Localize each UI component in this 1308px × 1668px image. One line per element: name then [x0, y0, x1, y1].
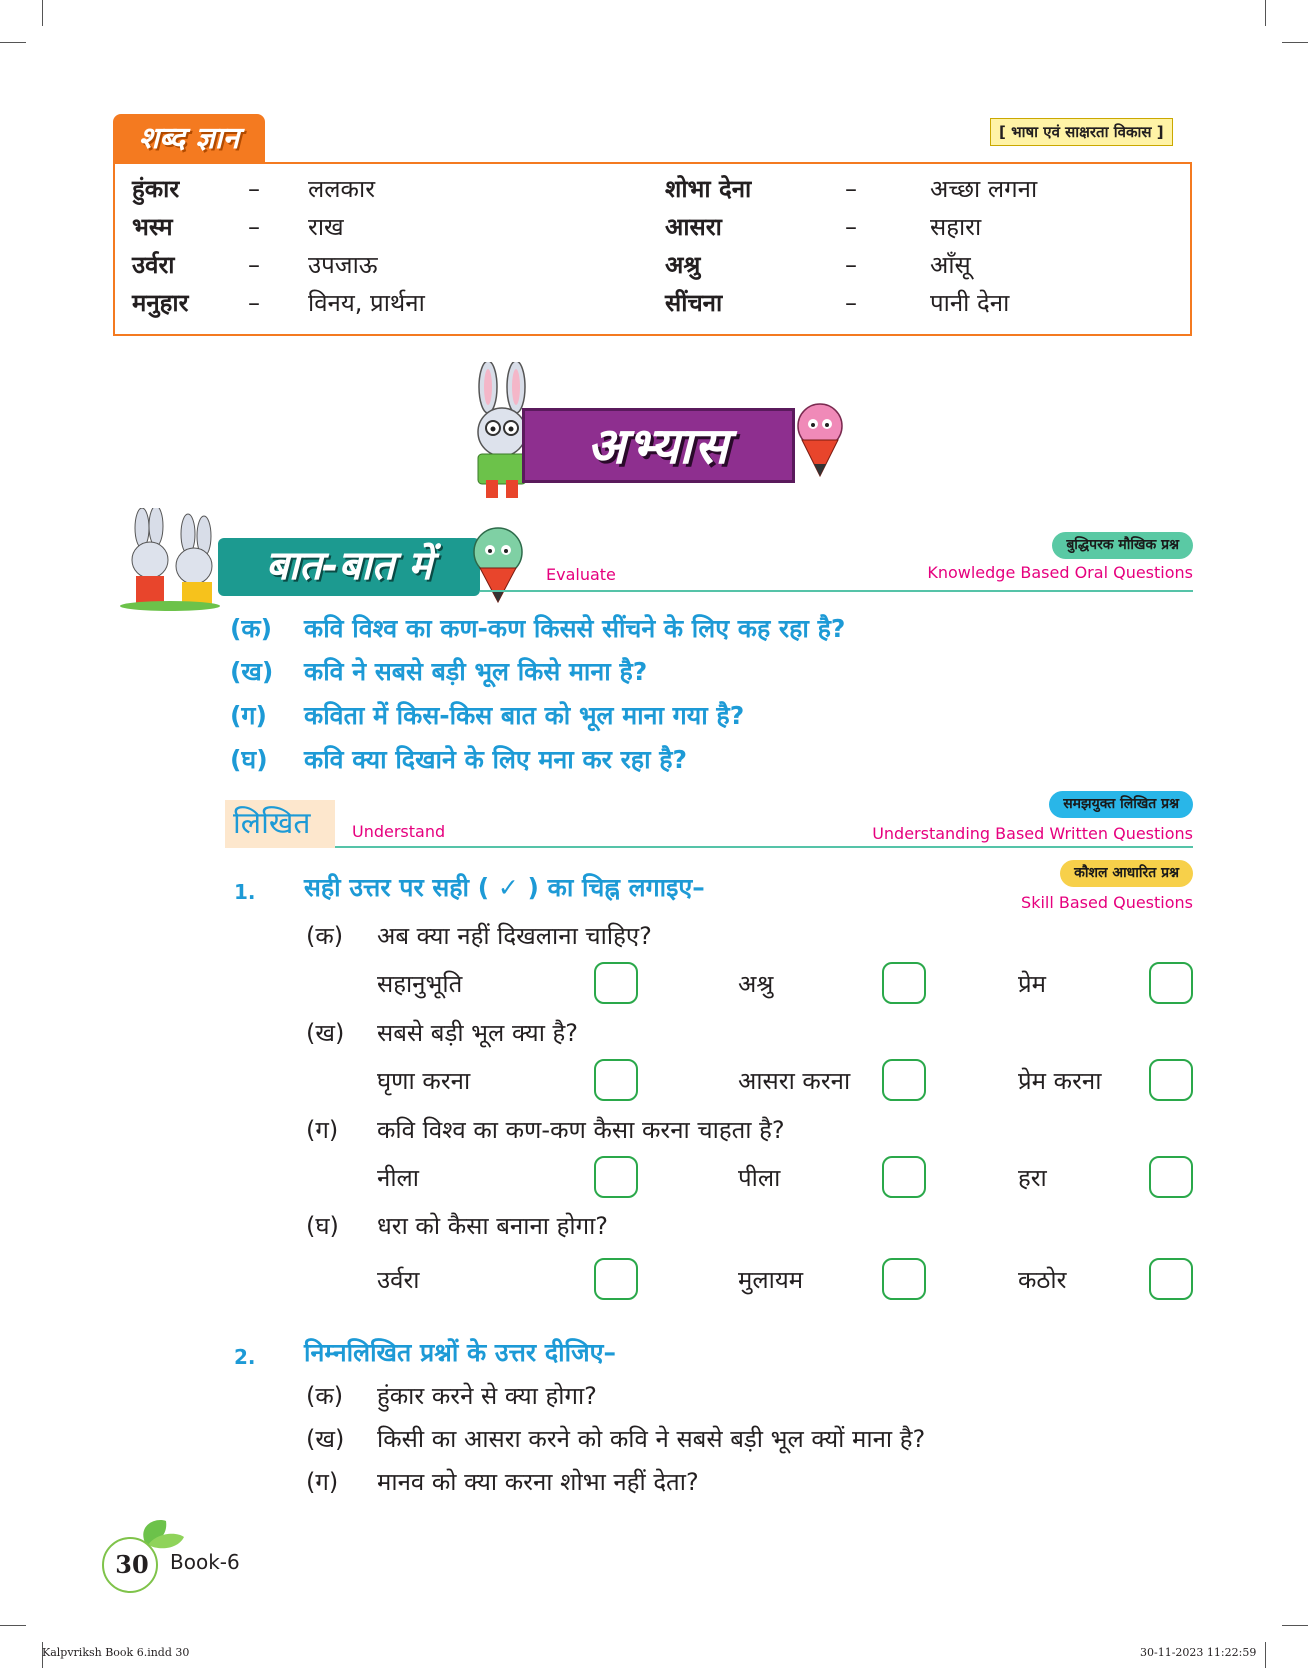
answer-checkbox[interactable]: [1149, 1258, 1193, 1300]
item-question: कवि विश्व का कण-कण कैसा करना चाहता है?: [377, 1116, 785, 1144]
vocab-word: उर्वरा: [132, 251, 175, 279]
option-label: हरा: [1018, 1164, 1047, 1192]
question-text: कवि ने सबसे बड़ी भूल किसे माना है?: [304, 657, 648, 686]
vocab-dash: –: [248, 175, 260, 203]
page-number: 30: [115, 1550, 149, 1579]
option-label: अश्रु: [738, 970, 774, 998]
question-heading: निम्नलिखित प्रश्नों के उत्तर दीजिए–: [304, 1338, 616, 1367]
question-text: कवि क्या दिखाने के लिए मना कर रहा है?: [304, 745, 688, 774]
question-heading: सही उत्तर पर सही ( ✓ ) का चिह्न लगाइए–: [304, 873, 705, 902]
vocab-dash: –: [845, 213, 857, 241]
exercise-banner: अभ्यास: [522, 408, 795, 483]
option-label: पीला: [738, 1164, 781, 1192]
item-question: अब क्या नहीं दिखलाना चाहिए?: [377, 922, 652, 950]
item-label: (ख): [306, 1019, 345, 1047]
item-label: (क): [306, 1382, 344, 1410]
oral-questions-banner: बात-बात में: [218, 538, 480, 596]
vocab-meaning: उपजाऊ: [308, 251, 378, 279]
item-label: (ग): [306, 1116, 339, 1144]
book-label: Book-6: [170, 1550, 240, 1574]
item-label: (ख): [306, 1425, 345, 1453]
print-timestamp: 30-11-2023 11:22:59: [1140, 1646, 1257, 1659]
vocab-word: आसरा: [665, 213, 722, 241]
answer-checkbox[interactable]: [882, 1156, 926, 1198]
vocab-tag: [ भाषा एवं साक्षरता विकास ]: [990, 118, 1173, 146]
written-subtitle: Understanding Based Written Questions: [872, 824, 1193, 843]
oral-category-pill: बुद्धिपरक मौखिक प्रश्न: [1052, 532, 1193, 559]
item-question: हुंकार करने से क्या होगा?: [377, 1382, 597, 1410]
vocab-word: अश्रु: [665, 251, 701, 279]
option-label: सहानुभूति: [377, 970, 463, 998]
section-divider: [335, 846, 1193, 848]
item-question: सबसे बड़ी भूल क्या है?: [377, 1019, 579, 1047]
vocab-meaning: अच्छा लगना: [930, 175, 1038, 203]
oral-subtitle: Knowledge Based Oral Questions: [927, 563, 1193, 582]
vocab-dash: –: [248, 251, 260, 279]
question-number: 2.: [234, 1345, 256, 1369]
option-label: मुलायम: [738, 1266, 804, 1294]
option-label: घृणा करना: [377, 1067, 471, 1095]
file-slug: Kalpvriksh Book 6.indd 30: [42, 1646, 190, 1659]
question-label: (ग): [230, 701, 267, 730]
question-label: (ख): [230, 657, 274, 686]
vocab-word: भस्म: [132, 213, 173, 241]
oral-tag-evaluate: Evaluate: [546, 565, 616, 584]
answer-checkbox[interactable]: [882, 1258, 926, 1300]
answer-checkbox[interactable]: [1149, 962, 1193, 1004]
vocab-title: शब्द ज्ञान: [113, 114, 265, 164]
item-label: (क): [306, 922, 344, 950]
question-text: कवि विश्व का कण-कण किससे सींचने के लिए कह रहा है?: [304, 614, 846, 643]
answer-checkbox[interactable]: [594, 962, 638, 1004]
answer-checkbox[interactable]: [882, 1059, 926, 1101]
vocab-meaning: विनय, प्रार्थना: [308, 289, 425, 317]
item-label: (ग): [306, 1468, 339, 1496]
option-label: उर्वरा: [377, 1266, 420, 1294]
answer-checkbox[interactable]: [594, 1258, 638, 1300]
skill-subtitle: Skill Based Questions: [1021, 893, 1193, 912]
answer-checkbox[interactable]: [1149, 1059, 1193, 1101]
question-label: (क): [230, 614, 273, 643]
question-text: कविता में किस-किस बात को भूल माना गया है?: [304, 701, 745, 730]
vocab-word: मनुहार: [132, 289, 189, 317]
vocab-word: सींचना: [665, 289, 723, 317]
vocab-meaning: आँसू: [930, 251, 971, 279]
answer-checkbox[interactable]: [594, 1156, 638, 1198]
section-divider: [480, 590, 1193, 592]
item-label: (घ): [306, 1212, 339, 1240]
vocab-word: हुंकार: [132, 175, 180, 203]
vocab-meaning: पानी देना: [930, 289, 1010, 317]
vocab-meaning: ललकार: [308, 175, 376, 203]
item-question: मानव को क्या करना शोभा नहीं देता?: [377, 1468, 699, 1496]
skill-category-pill: कौशल आधारित प्रश्न: [1060, 860, 1193, 887]
vocab-dash: –: [248, 213, 260, 241]
question-number: 1.: [234, 880, 256, 904]
question-label: (घ): [230, 745, 268, 774]
answer-checkbox[interactable]: [594, 1059, 638, 1101]
written-tag-understand: Understand: [352, 822, 446, 841]
item-question: धरा को कैसा बनाना होगा?: [377, 1212, 609, 1240]
answer-checkbox[interactable]: [1149, 1156, 1193, 1198]
vocab-dash: –: [845, 289, 857, 317]
vocab-meaning: राख: [308, 213, 344, 241]
vocab-word: शोभा देना: [665, 175, 752, 203]
option-label: प्रेम करना: [1018, 1067, 1102, 1095]
option-label: कठोर: [1018, 1266, 1067, 1294]
answer-checkbox[interactable]: [882, 962, 926, 1004]
written-section-title: लिखित: [225, 800, 335, 848]
vocab-dash: –: [845, 175, 857, 203]
option-label: प्रेम: [1018, 970, 1047, 998]
vocab-dash: –: [248, 289, 260, 317]
item-question: किसी का आसरा करने को कवि ने सबसे बड़ी भूल क्यों माना है?: [377, 1425, 926, 1453]
pencil-mascot-icon: [790, 398, 850, 478]
two-bunnies-illustration: [112, 508, 224, 612]
option-label: नीला: [377, 1164, 420, 1192]
vocab-dash: –: [845, 251, 857, 279]
option-label: आसरा करना: [738, 1067, 851, 1095]
written-category-pill: समझयुक्त लिखित प्रश्न: [1049, 791, 1193, 818]
vocab-meaning: सहारा: [930, 213, 982, 241]
